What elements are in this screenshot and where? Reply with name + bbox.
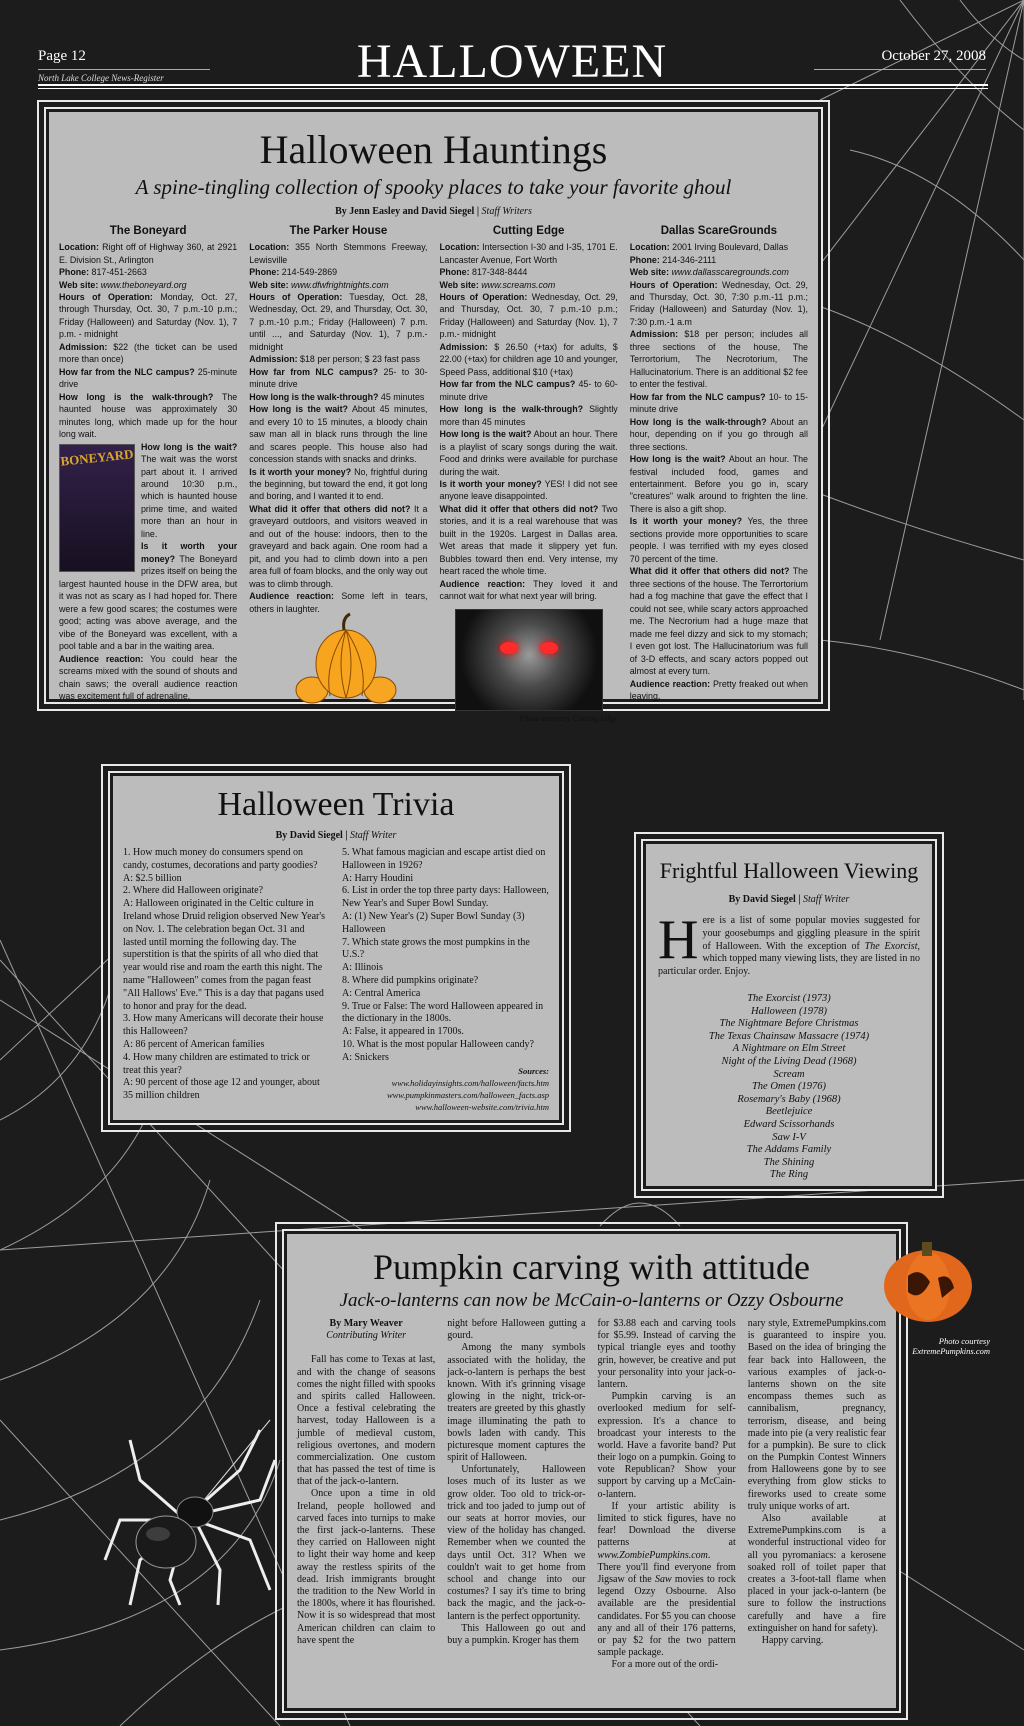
trivia-item: 9. True or False: The word Halloween appeared in the dictionary in the 1800s. — [342, 1000, 544, 1025]
trivia-item: 10. What is the most popular Halloween candy? — [342, 1038, 534, 1050]
trivia-columns — [123, 847, 549, 1114]
trivia-right-column — [342, 847, 549, 1114]
venue-detail: How long is the walk-through? About an hour, depending on if you go through all three sections. — [629, 416, 808, 452]
trivia-item: 3. How many Americans will decorate their house this Halloween? — [123, 1013, 324, 1038]
pumpkin-byline-role: Contributing Writer — [326, 1330, 406, 1342]
article-paragraph: For a more out of the ordi- — [611, 1659, 719, 1671]
movie-title: Rosemary's Baby (1968) — [737, 1093, 841, 1105]
page-number: Page 12 — [38, 48, 86, 64]
sources-label: Sources: — [518, 1065, 549, 1076]
trivia-item: A: $2.5 billion — [123, 872, 182, 884]
paper-name: North Lake College News-Register — [38, 69, 210, 83]
venue-detail: Audience reaction: They loved it and cannot wait for what next year will bring. — [439, 578, 618, 602]
hauntings-byline: By Jenn Easley and David Siegel | Staff Writers — [335, 206, 532, 217]
column-dallas-scaregrounds — [630, 223, 808, 725]
viewing-byline: By David Siegel | Staff Writer — [728, 894, 850, 905]
venue-heading: Cutting Edge — [492, 225, 565, 237]
hauntings-title: Halloween Hauntings — [259, 127, 608, 172]
venue-detail: Hours of Operation: Tuesday, Oct. 28, Wednesday, Oct. 29, and Thursday, Oct. 30, 7 p.m.-10 p.m.; Friday (Halloween) 7 p.m. until ..., and Saturday (Nov. 1), 7 p.m.- midnight — [249, 291, 428, 352]
trivia-item: A: Illinois — [342, 962, 383, 974]
movie-title: Beetlejuice — [765, 1106, 813, 1118]
venue-detail: Is it worth your money? Yes, the three sections provide more opportunities to scare people. I was terrified with my eyes closed 70 percent of the time. — [629, 516, 808, 564]
hauntings-columns — [59, 223, 808, 725]
venue-detail: Web site: www.theboneyard.org — [59, 279, 187, 290]
pumpkin-column-3 — [598, 1318, 736, 1671]
article-paragraph: Pumpkin carving is an overlooked medium for self-expression. It's a chance to broadcast your interests to the world. Have a favorite band? Put their logo on a pumpkin. Going to vote Republican? Show your support by carving up a McCain-o-lantern. — [597, 1391, 736, 1500]
article-paragraph: Also available at ExtremePumpkins.com is a wonderful instructional video for all you pyromaniacs: a kerosene soaked roll of toilet paper that creates a 3-foot-tall flame when placed in your jack-o-lantern (be sure to follow the instructions carefully and have a fire extinguisher on hand for safety). — [747, 1513, 886, 1634]
movie-title: Night of the Living Dead (1968) — [721, 1055, 857, 1067]
trivia-sources — [342, 1065, 549, 1114]
header-rule — [38, 84, 988, 86]
trivia-item: 5. What famous magician and escape artist died on Halloween in 1926? — [342, 847, 546, 871]
movie-list — [658, 993, 920, 1182]
skull-photo — [455, 609, 603, 711]
drop-cap: H — [658, 909, 699, 971]
movie-title: The Exorcist (1973) — [747, 992, 831, 1004]
venue-detail: Hours of Operation: Monday, Oct. 27, through Thursday, Oct. 30, 7 p.m.-10 p.m.; Friday (Halloween) and Saturday (Nov. 1), 7 p.m. - midnight — [59, 291, 238, 340]
venue-detail: Location: 355 North Stemmons Freeway, Lewisville — [249, 242, 428, 265]
venue-detail: Admission: $18 per person; includes all three sections of the house, The Terrortorium, The Necrotorium, The Hallucinatorium. There is an additional $2 fee to enter the festival. — [629, 329, 808, 390]
movie-title: The Addams Family — [746, 1144, 832, 1156]
trivia-item: 2. Where did Halloween originate? — [123, 885, 264, 897]
trivia-item: A: Halloween originated in the Celtic culture in Ireland whose Druid religion observed New Year's on Nov. 1. The celebration began Oct. 31 and lasted until morning the following day. The superstition is that the spirits of all who died that year would rise and roam the earth this night. The name "Halloween" comes from the pagan feast "All Hallows' Eve." This is a day that pagans used to honor and pray for the dead. — [123, 898, 326, 1012]
pumpkin-column-2 — [447, 1318, 585, 1671]
venue-detail: Audience reaction: You could hear the screams mixed with the sound of shouts and chain saws; the overall audience reaction was excitement full of adrenaline. — [59, 653, 238, 701]
viewing-intro: Here is a list of some popular movies suggested for your goosebumps and giggling pleasure in the spirit of Halloween. With the exception of The Exorcist, which topped many viewing lists, they are listed in no particular order. Enjoy. — [658, 909, 920, 978]
byline-authors: By Jenn Easley and David Siegel — [335, 206, 475, 217]
spider-illustration — [100, 1420, 280, 1610]
trivia-article — [101, 764, 571, 1132]
movie-title: The Shining — [763, 1156, 815, 1168]
pumpkin-subtitle: Jack-o-lanterns can now be McCain-o-lanterns or Ozzy Osbourne — [339, 1290, 844, 1311]
hauntings-article — [37, 100, 830, 723]
photo-caption: Photo courtesy Cutting Edge — [519, 712, 618, 723]
poster-title: BONEYARD — [59, 445, 135, 469]
source-url: www.holidayinsights.com/halloween/facts.htm — [391, 1077, 549, 1088]
venue-detail: How long is the wait? About an hour. The festival included food, games and entertainment. Before you go in, scary "creatures" walk around to frighten the line. There is also a gift shop. — [629, 454, 808, 514]
movie-title: The Texas Chainsaw Massacre (1974) — [708, 1030, 870, 1042]
hauntings-paper — [49, 112, 818, 723]
trivia-item: A: (1) New Year's (2) Super Bowl Sunday (3) Halloween — [342, 910, 525, 935]
article-paragraph: nary style, ExtremePumpkins.com is guaranteed to inspire you. Based on the idea of bringing the fear back into Halloween, the various examples of jack-o-lanterns shown on the site encompass themes such as cannibalism, pregnancy, terrorism, disease, and being made into pie (a very realistic fear for a pumpkin). Be sure to click on the Pumpkin Contest Winners from Halloweens gone by to see everything from glow sticks to fireworks used to create some truly unique works of art. — [747, 1318, 886, 1512]
pumpkin-title: Pumpkin carving with attitude — [373, 1247, 810, 1287]
trivia-item: 1. How much money do consumers spend on candy, costumes, decorations and party goodies? — [123, 847, 318, 871]
article-paragraph: If your artistic ability is limited to stick figures, have no fear! Download the diverse patterns at www.ZombiePumpkins.com. There you'll find everyone from Jigsaw of the Saw movies to rock legend Ozzy Osbourne. Also available are the presidential candidates. For $5 you can choose any and all of their 176 patterns, or pay $2 for the two pattern sample package. — [597, 1500, 736, 1659]
trivia-item: 4. How many children are estimated to trick or treat this year? — [123, 1051, 310, 1076]
venue-detail: Hours of Operation: Wednesday, Oct. 29, and Thursday, Oct. 30, 7:30 p.m.-11 p.m.; Friday (Halloween) and Saturday (Nov. 1), 7:30 p.m.-1 a.m — [629, 279, 808, 327]
article-paragraph: night before Halloween gutting a gourd. — [447, 1318, 586, 1342]
skull-eye — [540, 642, 558, 654]
venue-detail: Web site: www.dfwfrightnights.com — [249, 279, 389, 290]
article-paragraph: Once upon a time in old Ireland, people hollowed and carved faces into turnips to make the first jack-o-lanterns. These they carried on Halloween night to light their way home and keep away the restless spirits of the dead. Irish immigrants brought the tradition to the New World in the 1800s, where it has flourished. Now it is so widespread that most American children can claim to have spent the — [297, 1488, 436, 1646]
trivia-paper — [113, 776, 559, 1120]
column-cutting-edge — [440, 223, 618, 725]
venue-detail: Phone: 214-549-2869 — [249, 267, 338, 278]
page-number-block — [38, 48, 210, 83]
venue-detail: Phone: 214-346-2111 — [629, 254, 717, 265]
venue-detail: How long is the walk-through? 45 minutes — [249, 391, 425, 402]
date-rule — [814, 69, 986, 70]
trivia-title: Halloween Trivia — [217, 786, 455, 823]
venue-detail: Audience reaction: Pretty freaked out when leaving. — [629, 678, 808, 701]
viewing-title: Frightful Halloween Viewing — [659, 858, 919, 883]
byline-role: Staff Writers — [481, 206, 532, 217]
byline-role: Staff Writer — [803, 894, 850, 905]
movie-title: The Omen (1976) — [751, 1081, 827, 1093]
boneyard-poster-image — [59, 444, 135, 572]
article-paragraph: Unfortunately, Halloween loses much of its luster as we grow older. Too old to trick-or-trick and too jaded to jump out of our seats at horror movies, our view of the holiday has changed. Remember when we counted the days until Oct. 31? When we couldn't wait to get home from school and change into our costumes? I say it's time to bring back the magic, and the jack-o-lantern is the perfect opportunity. — [447, 1464, 586, 1622]
venue-detail: Location: Right off of Highway 360, at 2921 E. Division St., Arlington — [59, 242, 238, 265]
venue-detail: How far from the NLC campus? 25-minute drive — [59, 366, 238, 390]
movie-title: A Nightmare on Elm Street — [732, 1043, 846, 1055]
article-paragraph: This Halloween go out and buy a pumpkin. Kroger has them — [447, 1622, 586, 1646]
viewing-article — [634, 832, 944, 1198]
source-url: www.pumpkinmasters.com/halloween_facts.asp — [386, 1090, 549, 1101]
venue-detail: Hours of Operation: Wednesday, Oct. 29, and Thursday, Oct. 30, 7 p.m.-10 p.m.; Friday (Halloween) and Saturday (Nov. 1), 7 p.m.- midnight — [439, 291, 618, 340]
venue-detail: What did it offer that others did not? The three sections of the house. The Terrortorium had a fog machine that gave the effect that I could not see, while scary actors approached me. The Necrorium had a huge maze that made me feel dizzy and sick to my stomach; I even got lost. The Hallucinatorium was full of 3-D effects, and scary actors popped out almost at every turn. — [629, 566, 808, 677]
trivia-item: A: Snickers — [342, 1051, 389, 1063]
viewing-paper — [646, 844, 932, 1186]
article-paragraph: Fall has come to Texas at last, and with the change of seasons comes the night filled with spooks and spirits called Halloween. Once a festival celebrating the harvest, today Halloween is a jumble of medieval custom, religious overtones, and modern commercialization. One custom that has passed the test of time is that of the jack-o-lantern. — [297, 1354, 436, 1488]
venue-detail: How long is the walk-through? Slightly more than 45 minutes — [439, 404, 618, 427]
venue-detail: How far from NLC campus? 25- to 30-minute drive — [249, 366, 428, 390]
venue-detail: How long is the wait? The wait was the worst part about it. I arrived around 10:30 p.m., which is haunted house prime time, and waited more than an hour in line. — [141, 441, 238, 539]
byline-role: Staff Writer — [350, 830, 397, 841]
trivia-item: 6. List in order the top three party days: Halloween, New Year's and Super Bowl Sunday. — [342, 885, 549, 910]
skull-eye — [500, 642, 518, 654]
pumpkin-column-4 — [748, 1318, 886, 1671]
trivia-byline: By David Siegel | Staff Writer — [275, 830, 397, 841]
venue-detail: What did it offer that others did not? It a graveyard outdoors, and visitors weaved in and out of the house: indoors, then to the graveyard and back again. One room had a pit, and you had to climb down into a pen area full of foam blocks, and the only way out was to climb through. — [249, 503, 428, 589]
movie-title: The Ring — [769, 1169, 809, 1181]
date-block — [814, 48, 986, 70]
venue-heading: The Boneyard — [109, 225, 187, 237]
trivia-left-column — [123, 847, 330, 1114]
venue-detail: Phone: 817-451-2663 — [59, 267, 147, 278]
venue-detail: Audience reaction: Some left in tears, others in laughter. — [249, 591, 428, 614]
section-title: HALLOWEEN — [356, 35, 668, 88]
venue-detail: Web site: www.screams.com — [439, 279, 556, 290]
movie-title: Scream — [773, 1068, 805, 1080]
pumpkin-article — [275, 1222, 908, 1720]
venue-detail: How long is the wait? About 45 minutes, and every 10 to 15 minutes, a bloody chain saw man all in black runs through the line and scares people. This house also had concession stands with snacks and drinks. — [249, 404, 428, 465]
trivia-item: A: Harry Houdini — [342, 872, 414, 884]
pumpkin-columns — [297, 1318, 886, 1671]
column-boneyard — [59, 223, 237, 725]
article-paragraph: Happy carving. — [761, 1634, 824, 1646]
trivia-item: A: False, it appeared in 1700s. — [342, 1026, 464, 1038]
venue-detail: How long is the wait? About an hour. There is a playlist of scary songs during the wait. Food and drinks were available for purchase during the wait. — [439, 429, 618, 477]
venue-heading: Dallas ScareGrounds — [660, 225, 778, 237]
issue-date: October 27, 2008 — [881, 48, 986, 64]
article-paragraph: for $3.88 each and carving tools for $5.99. Instead of carving the typical triangle eyes and toothy grin, however, be creative and put your personality into your jack-o-lantern. — [597, 1318, 736, 1390]
venue-detail: What did it offer that others did not? Two stories, and it is a real warehouse that was built in the 1920s. Largest in Dallas area. Wet areas that made it slippery yet fun. Bubbles toward then end. Very intense, my heart raced the whole time. — [439, 503, 618, 577]
venue-heading: The Parker House — [289, 225, 388, 237]
venue-detail: How far from the NLC campus? 10- to 15-minute drive — [629, 391, 808, 415]
byline-authors: By David Siegel — [728, 894, 796, 905]
trivia-item: 7. Which state grows the most pumpkins in the U.S.? — [342, 936, 530, 961]
movie-title: Edward Scissorhands — [743, 1118, 835, 1130]
venue-detail: Web site: www.dallasscaregrounds.com — [629, 267, 789, 278]
venue-detail: How far from the NLC campus? 45- to 60-minute drive — [439, 379, 618, 402]
trivia-item: A: Central America — [342, 987, 421, 999]
pumpkin-byline: By Mary Weaver — [329, 1318, 403, 1329]
pumpkin-photo-caption: Photo courtesy ExtremePumpkins.com — [912, 1336, 990, 1356]
venue-detail: Is it worth your money? No, frightful during the beginning, but toward the end, it got long and boring, and I wanted it to end. — [249, 466, 428, 502]
venue-detail: Is it worth your money? YES! I did not see anyone leave disappointed. — [439, 479, 618, 502]
venue-detail: Phone: 817-348-8444 — [439, 267, 528, 278]
byline-authors: By David Siegel — [275, 830, 343, 841]
pumpkin-column-1 — [297, 1318, 435, 1671]
venue-detail: Location: 2001 Irving Boulevard, Dallas — [629, 242, 789, 253]
venue-detail: Admission: $18 per person; $ 23 fast pass — [249, 354, 420, 365]
carved-pumpkin-photo — [880, 1232, 976, 1328]
pumpkins-illustration — [290, 612, 400, 712]
trivia-item: A: 90 percent of those age 12 and younger, about 35 million children — [123, 1077, 320, 1102]
movie-title: Saw I-V — [772, 1131, 806, 1143]
header-rule-thin — [38, 88, 988, 89]
venue-detail: Admission: $22 (the ticket can be used more than once) — [59, 341, 238, 365]
venue-detail: Is it worth your money? The Boneyard prizes itself on being the largest haunted house in the DFW area, but it was not as scary as I had hoped for. There were a few good scares; the costumes were good; acting was above average, and the vibe of the Boneyard was excellent, with a pool table and a bar in the waiting area. — [59, 541, 238, 652]
pumpkin-paper — [287, 1234, 896, 1708]
trivia-item: 8. Where did pumpkins originate? — [342, 974, 479, 986]
movie-title: The Nightmare Before Christmas — [719, 1018, 859, 1030]
source-url: www.halloween-website.com/trivia.htm — [415, 1102, 549, 1113]
movie-title: Halloween (1978) — [750, 1005, 828, 1017]
article-paragraph: Among the many symbols associated with the holiday, the jack-o-lantern is perhaps the best known. With it's grinning visage glowing in the night, trick-or-treaters are greeted by this ghastly image illuminating the path to bowls laden with candy. This picturesque moment captures the spirit of Halloween. — [447, 1342, 586, 1464]
trivia-item: A: 86 percent of American families — [123, 1038, 265, 1050]
venue-detail: Location: Intersection I-30 and I-35, 1701 E. Lancaster Avenue, Fort Worth — [439, 242, 618, 265]
hauntings-subtitle: A spine-tingling collection of spooky places to take your favorite ghoul — [135, 175, 732, 199]
venue-detail: Admission: $ 26.50 (+tax) for adults, $ 22.00 (+tax) for children age 10 and younger, Speed Pass, additional $10 (+tax) — [439, 341, 618, 377]
venue-detail: How long is the walk-through? The haunted house was approximately 30 minutes long, which made up for the hour long wait. — [59, 391, 238, 440]
